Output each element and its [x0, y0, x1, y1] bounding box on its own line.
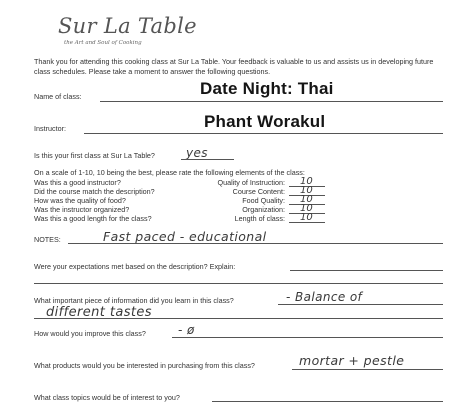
class-name-line — [100, 101, 443, 102]
first-class-label: Is this your first class at Sur La Table? — [34, 151, 155, 160]
rating-label-food: Food Quality: — [242, 196, 285, 205]
products-line — [292, 369, 443, 370]
first-class-line — [181, 159, 234, 160]
intro-text: Thank you for attending this cooking class at Sur La Table. Your feedback is valuable to us and assists us in developing future class schedules. Please take a moment to answer the following questions. — [34, 57, 434, 76]
first-class-answer: yes — [186, 146, 208, 160]
expectations-label: Were your expectations met based on the description? Explain: — [34, 262, 236, 271]
rating-label-organization: Organization: — [242, 205, 285, 214]
rating-question: Was this a good length for the class? — [34, 214, 152, 223]
notes-label: NOTES: — [34, 235, 61, 244]
improve-answer: - ø — [178, 323, 195, 337]
notes-line — [68, 243, 443, 244]
rating-label-length: Length of class: — [234, 214, 285, 223]
rating-value-organization: 10 — [300, 203, 313, 214]
rating-question: How was the quality of food? — [34, 196, 126, 205]
rating-value-instruction: 10 — [300, 176, 313, 187]
expectations-line-2 — [34, 283, 443, 284]
improve-label: How would you improve this class? — [34, 329, 146, 338]
instructor-line — [84, 133, 443, 134]
products-label: What products would you be interested in purchasing from this class? — [34, 361, 255, 370]
logo: Sur La Table — [58, 14, 197, 38]
class-name-value: Date Night: Thai — [200, 79, 334, 98]
class-name-label: Name of class: — [34, 92, 82, 101]
topics-line — [212, 401, 443, 402]
notes-answer: Fast paced - educational — [103, 229, 267, 244]
learned-answer-1: - Balance of — [286, 290, 363, 304]
learned-line-2 — [34, 318, 443, 319]
products-answer: mortar + pestle — [299, 353, 405, 368]
learned-label: What important piece of information did you learn in this class? — [34, 296, 234, 305]
ratings-intro: On a scale of 1-10, 10 being the best, please rate the following elements of the class: — [34, 168, 305, 177]
rating-value-content: 10 — [300, 185, 313, 196]
improve-line — [172, 337, 443, 338]
rating-value-length: 10 — [300, 212, 313, 223]
rating-value-food: 10 — [300, 194, 313, 205]
rating-question: Did the course match the description? — [34, 187, 155, 196]
logo-tagline: the Art and Soul of Cooking — [64, 40, 142, 46]
rating-question: Was this a good instructor? — [34, 178, 121, 187]
instructor-label: Instructor: — [34, 124, 66, 133]
topics-label: What class topics would be of interest to you? — [34, 393, 180, 402]
learned-answer-2: different tastes — [46, 305, 152, 320]
rating-label-instruction: Quality of Instruction: — [217, 178, 285, 187]
rating-label-content: Course Content: — [232, 187, 285, 196]
instructor-value: Phant Worakul — [204, 112, 326, 131]
rating-question: Was the instructor organized? — [34, 205, 130, 214]
expectations-line — [290, 270, 443, 271]
learned-line — [278, 304, 443, 305]
